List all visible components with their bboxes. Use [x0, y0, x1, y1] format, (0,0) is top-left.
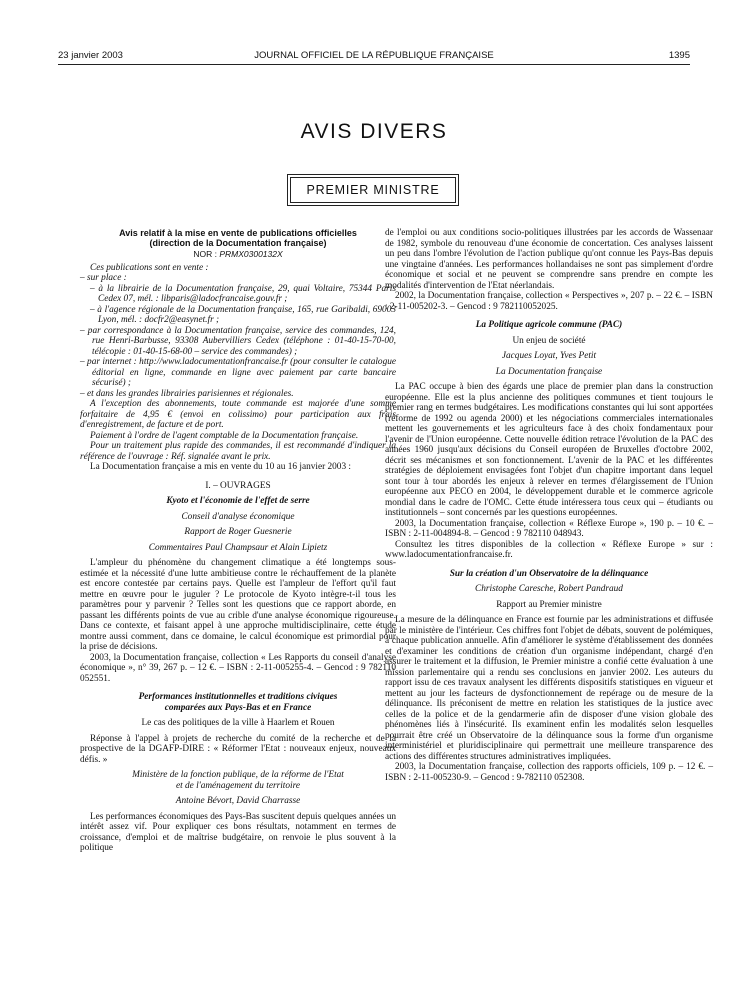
obs-ref: 2003, la Documentation française, collection des rapports officiels, 109 p. – 12 €. – ISBN : 2-11-005230-9. – Gencod : 9-782110 052308.: [385, 762, 713, 783]
header-rule: [58, 64, 690, 65]
pac-subtitle: Un enjeu de société: [512, 335, 586, 346]
section-box: PREMIER MINISTRE: [290, 177, 456, 203]
avis-title: Avis relatif à la mise en vente de publications officielles (direction de la Documentation française): [119, 228, 357, 248]
obs-report: Rapport au Premier ministre: [496, 599, 602, 610]
intro-paragraph: La Documentation française a mis en vente du 10 au 16 janvier 2003 :: [90, 462, 352, 472]
ouvrages-heading: I. – OUVRAGES: [205, 480, 271, 491]
perf-ministry-2: et de l'aménagement du territoire: [175, 780, 301, 791]
perf-ref: 2002, la Documentation française, collection « Perspectives », 207 p. – 22 €. – ISBN : 2-11-005202-3. – Gencod : 9 782110052025.: [385, 291, 713, 312]
nor-code: PRMX0300132X: [219, 249, 283, 259]
page-number: 1395: [668, 50, 690, 61]
pac-consult: Consultez les titres disponibles de la collection « Réflexe Europe » sur : www.ladocumentationfrancaise.fr.: [385, 539, 713, 560]
right-column: [385, 228, 713, 783]
pac-ref: 2003, la Documentation française, collection « Réflexe Europe », 190 p. – 10 €. – ISBN : 2-11-004894-8. – Gencod : 9 782110 048943.: [385, 518, 713, 539]
pac-title: La Politique agricole commune (PAC): [475, 320, 623, 330]
page-title: AVIS DIVERS: [300, 120, 448, 143]
perf-response: Réponse à l'appel à projets de recherche du comité de la recherche et de la prospective de la DGAFP-DIRE : « Réformer l'Etat : nouveaux enjeux, nouveaux défis. »: [80, 733, 396, 765]
nor-reference: NOR : PRMX0300132X: [193, 249, 283, 259]
perf-subtitle: Le cas des politiques de la ville à Haarlem et Rouen: [141, 718, 335, 728]
perf-title-2: comparées aux Pays-Bas et en France: [164, 702, 312, 713]
kyoto-title: Kyoto et l'économie de l'effet de serre: [166, 496, 310, 506]
pac-authors: Jacques Loyat, Yves Petit: [501, 351, 597, 361]
obs-body: La mesure de la délinquance en France est fournie par les administrations et diffusée par le ministère de l'intérieur. Ces chiffres font l'objet de débats, souvent de polémiques, à chaque publication annuelle. Afin d'améliorer le système d'établissement des données et d'examiner les conditions de création d'un organisme indépendant, chargé d'en assurer le traitement et la diffusion, le Premier ministre a confié cette évaluation à une mission parlementaire qui a rendu ses conclusions en janvier 2002. Les auteurs du rapport issu de ces travaux analysent les différents dispositifs statistiques en vigueur et mettent au jour les facteurs de dysfonctionnement de repérage ou de mesure de la délinquance. Ils préconisent de mettre en relation les statistiques de la justice avec celles de la police et de la gendarmerie afin de disposer d'une vision globale des phénomènes liés à l'insécurité. Ils examinent enfin les modalités selon lesquelles pourrait être créé un Observatoire de la délinquance sous la forme d'un organisme interministériel et pluridisciplinaire qui permettrait une meilleure transparence des actions des différentes structures administratives impliquées.: [385, 615, 713, 762]
perf-body-right: de l'emploi ou aux conditions socio-politiques illustrées par les accords de Wassenaar de 1982, symbole du renouveau d'une économie de concertation. Ces analyses laissent un peu dans l'ombre l'évolution de l'action publique qu'ont connue les Pays-Bas depuis une vingtaine d'années. Les performances hollandaises ne sont pas simplement d'ordre économique et social et ne peuvent se comprendre sans prendre en compte les modalités d'intervention de l'Etat néerlandais.: [385, 228, 713, 291]
perf-ministry-1: Ministère de la fonction publique, de la réforme de l'Etat: [132, 770, 344, 780]
obs-authors: Christophe Caresche, Robert Pandraud: [475, 584, 623, 594]
kyoto-body: L'ampleur du phénomène du changement climatique a été longtemps sous-estimée et la nécessité d'une lutte ambitieuse contre le réchauffement de la planète est encore contestée par certains pays. Quelle est l'ampleur de l'effort qu'il faut mettre en œuvre pour le juguler ? Le protocole de Kyoto intègre-t-il tous les paramètres pour y parvenir ? Telles sont les questions que ce rapport aborde, en passant les différents points de vue au crible d'une analyse économique rigoureuse. Dans ce contexte, et faisant appel à une approche multidisciplinaire, cette étude montre aussi comment, dans ce domaine, le calcul économique est primordial pour la prise de décisions.: [80, 558, 396, 652]
kyoto-ref: 2003, la Documentation française, collection « Les Rapports du conseil d'analyse économique », n° 39, 267 p. – 12 €. – ISBN : 2-11-005255-4. – Gencod : 9 782110 052551.: [80, 652, 396, 684]
kyoto-comment: Commentaires Paul Champsaur et Alain Lipietz: [148, 542, 328, 553]
sales-info: Ces publications sont en vente : – sur place : – à la librairie de la Documentation française, 29, quai Voltaire, 75344 Paris Cedex 07, mél. : libparis@ladocfrancaise.gouv.fr ; – à l'agence régionale de la Documentation française, 165, rue Garibaldi, 69003 Lyon, mél. : docfr2@easynet.fr ; – par correspondance à la Documentation française, service des commandes, 124, rue Henri-Barbusse, 93308 Aubervilliers Cedex (téléphone : 01-40-15-70-00, télécopie : 01-40-15-68-00 – service des commandes) ; – par internet : http://www.ladocumentationfrancaise.fr (pour consulter le catalogue éditorial en ligne, commande en ligne avec paiement par carte bancaire sécurisé) ; – et dans les grandes librairies parisiennes et régionales. A l'exception des abonnements, toute commande est majorée d'une somme forfaitaire de 4,95 € (envoi en colissimo) pour participation aux frais d'enregistrement, de facture et de port. Paiement à l'ordre de l'agent comptable de la Documentation française. Pour un traitement plus rapide des commandes, il est recommandé d'indiquer la référence de l'ouvrage : Réf. signalée avant le prix.: [80, 262, 396, 462]
journal-title: JOURNAL OFFICIEL DE LA RÉPUBLIQUE FRANÇAISE: [254, 50, 494, 61]
left-column: [80, 228, 396, 854]
pac-publisher: La Documentation française: [495, 366, 603, 377]
perf-body-left: Les performances économiques des Pays-Bas suscitent depuis quelques années un intérêt assez vif. Pour expliquer ces bons résultats, notamment en termes de croissance, d'emploi et de maîtrise budgétaire, on renvoie le plus souvent à la politique: [80, 811, 396, 853]
kyoto-org: Conseil d'analyse économique: [181, 511, 295, 522]
perf-authors: Antoine Bévort, David Charrasse: [175, 796, 301, 806]
obs-title: Sur la création d'un Observatoire de la délinquance: [449, 568, 649, 579]
issue-date: 23 janvier 2003: [58, 50, 123, 61]
kyoto-rapport: Rapport de Roger Guesnerie: [184, 527, 292, 537]
pac-body: La PAC occupe à bien des égards une place de premier plan dans la construction européenne. Elle est la plus ancienne des politiques communes et tient toujours le premier rang en termes budgétaires. Les modifications constantes qui lui sont apportées (réforme de 1992 ou agenda 2000) et les négociations commerciales internationales mettent les gouvernements et les agriculteurs face à des choix fondamentaux pour l'avenir de l'Union européenne. Cette nouvelle édition retrace l'évolution de la PAC des années 1960 jusqu'aux décisions du Conseil européen de Bruxelles d'octobre 2002, décrit ses mécanismes et son fonctionnement. L'avenir de la PAC et les différentes stratégies de déploiement envisagées font l'objet d'un chapitre important dans lequel sont tour à tour abordés les enjeux à relever en termes d'élargissement de l'Union européenne aux PECO en 2004, le développement durable et le commerce agricole mondial dans le cadre de l'OMC. Cette étude intéressera tous ceux qui – étudiants ou institutionnels – sont concernés par les questions européennes.: [385, 382, 713, 518]
perf-title-1: Performances institutionnelles et traditions civiques: [138, 692, 338, 702]
